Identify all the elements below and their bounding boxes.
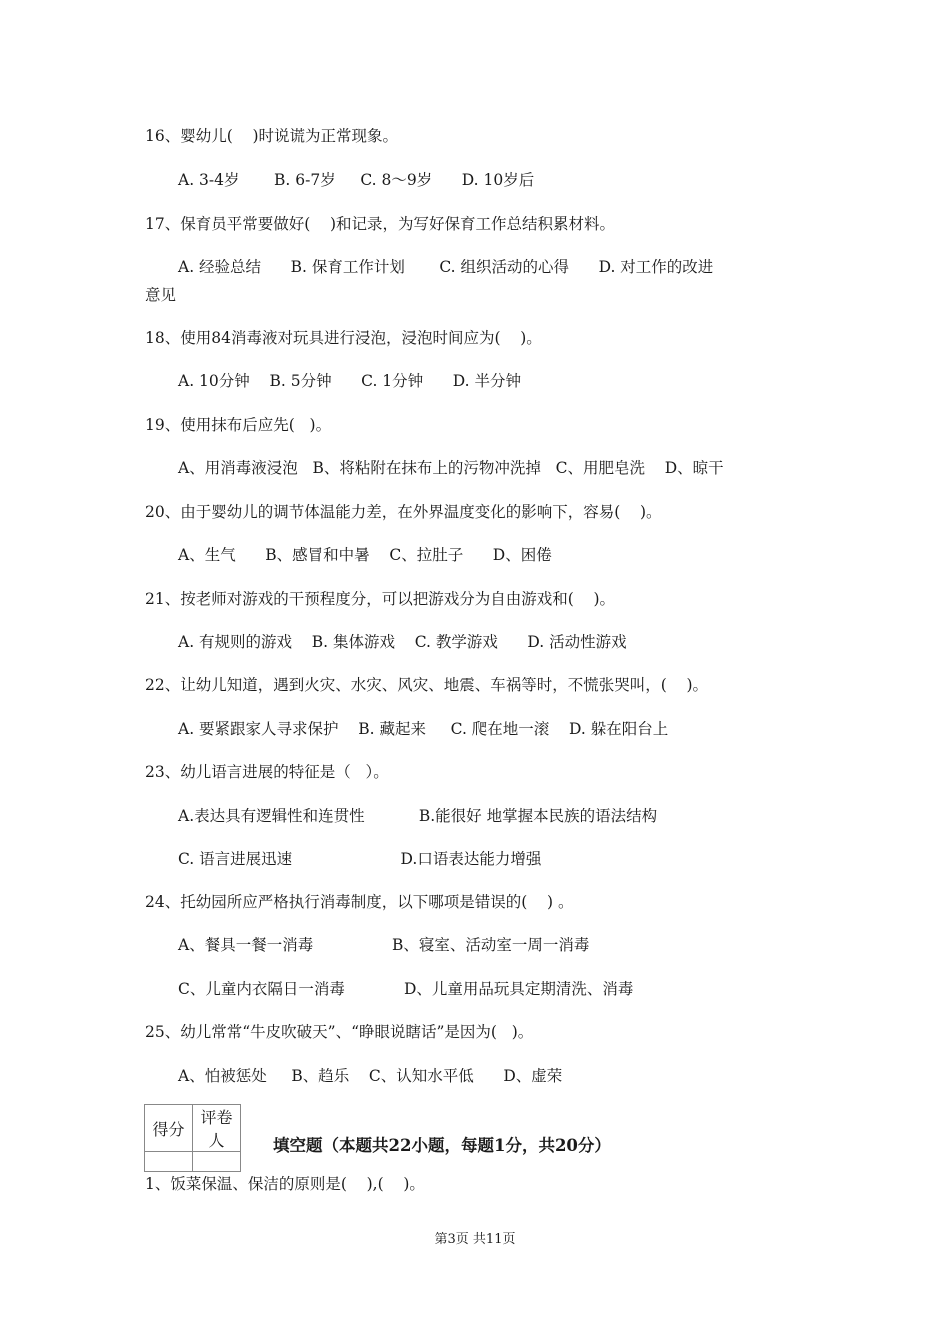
question-16-options: A. 3-4岁 B. 6-7岁 C. 8～9岁 D. 10岁后 xyxy=(178,171,535,189)
question-16-text: 16、婴幼儿( )时说谎为正常现象。 xyxy=(145,127,399,145)
question-23-text: 23、幼儿语言进展的特征是（ ）。 xyxy=(145,763,389,781)
question-23-options-row1: A.表达具有逻辑性和连贯性 B.能很好 地掌握本民族的语法结构 xyxy=(178,807,658,825)
question-25-options: A、怕被惩处 B、趋乐 C、认知水平低 D、虚荣 xyxy=(178,1067,563,1085)
question-22-text: 22、让幼儿知道，遇到火灾、水灾、风灾、地震、车祸等时，不慌张哭叫，( )。 xyxy=(145,676,709,694)
question-25-text: 25、幼儿常常“牛皮吹破天”、“睁眼说瞎话”是因为( )。 xyxy=(145,1023,534,1041)
question-17-text: 17、保育员平常要做好( )和记录，为写好保育工作总结积累材料。 xyxy=(145,215,616,233)
fill-question-1: 1、饭菜保温、保洁的原则是( ),( )。 xyxy=(145,1175,425,1193)
grader-cell xyxy=(193,1152,241,1172)
question-21-text: 21、按老师对游戏的干预程度分，可以把游戏分为自由游戏和( )。 xyxy=(145,590,616,608)
question-17-options-continuation: 意见 xyxy=(145,286,177,304)
question-19-text: 19、使用抹布后应先( )。 xyxy=(145,416,332,434)
question-19-options: A、用消毒液浸泡 B、将粘附在抹布上的污物冲洗掉 C、用肥皂洗 D、晾干 xyxy=(178,459,724,477)
question-18-text: 18、使用84消毒液对玩具进行浸泡，浸泡时间应为( )。 xyxy=(145,329,542,347)
score-cell xyxy=(145,1152,193,1172)
question-22-options: A. 要紧跟家人寻求保护 B. 藏起来 C. 爬在地一滚 D. 躲在阳台上 xyxy=(178,720,669,738)
section-title: 填空题（本题共22小题，每题1分，共20分） xyxy=(273,1136,611,1155)
question-24-options-row2: C、儿童内衣隔日一消毒 D、儿童用品玩具定期清洗、消毒 xyxy=(178,980,634,998)
question-18-options: A. 10分钟 B. 5分钟 C. 1分钟 D. 半分钟 xyxy=(178,372,521,390)
question-23-options-row2: C. 语言进展迅速 D.口语表达能力增强 xyxy=(178,850,542,868)
question-24-options-row1: A、餐具一餐一消毒 B、寝室、活动室一周一消毒 xyxy=(178,936,590,954)
page-footer: 第3页 共11页 xyxy=(434,1232,516,1247)
question-20-options: A、生气 B、感冒和中暑 C、拉肚子 D、困倦 xyxy=(178,546,552,564)
score-box xyxy=(144,1104,241,1172)
question-21-options: A. 有规则的游戏 B. 集体游戏 C. 教学游戏 D. 活动性游戏 xyxy=(178,633,627,651)
score-header: 得分 xyxy=(145,1105,193,1152)
grader-header: 评卷人 xyxy=(193,1105,241,1152)
question-20-text: 20、由于婴幼儿的调节体温能力差，在外界温度变化的影响下，容易( )。 xyxy=(145,503,662,521)
question-17-options: A. 经验总结 B. 保育工作计划 C. 组织活动的心得 D. 对工作的改进 xyxy=(178,258,714,276)
question-24-text: 24、托幼园所应严格执行消毒制度，以下哪项是错误的( ) 。 xyxy=(145,893,574,911)
